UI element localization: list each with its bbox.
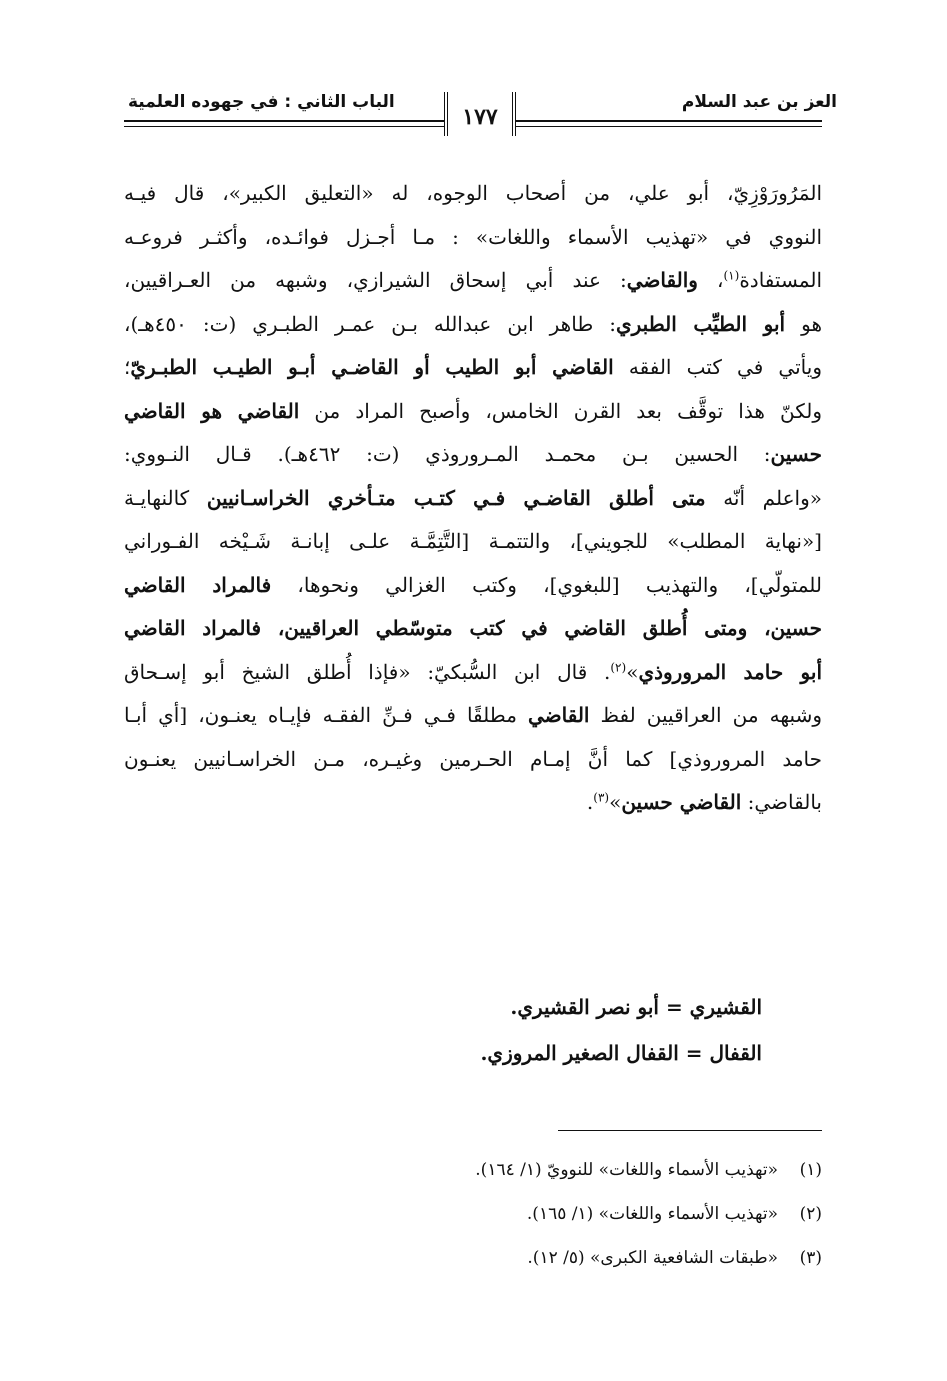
text-line	[124, 520, 822, 564]
text-run: للمتولّي]، والتهذيب [للبغوي]، وكتب الغزالي ونحوها،	[271, 572, 822, 597]
text-line	[124, 346, 822, 390]
bold-term: أبو الطيِّب الطبري	[615, 311, 786, 336]
footnote-ref: (٢)	[610, 659, 627, 674]
footnote	[182, 1148, 822, 1192]
text-line	[124, 738, 822, 782]
text-run: كالنهايـة	[124, 485, 207, 510]
text-line	[124, 259, 822, 303]
footnote	[182, 1192, 822, 1236]
definition-line: القشيري = أبو نصر القشيري.	[510, 995, 762, 1019]
text-run: »	[609, 790, 622, 814]
text-run: »	[626, 659, 639, 684]
text-run: ،	[697, 268, 724, 292]
footnote-separator	[558, 1130, 822, 1131]
text-line	[124, 303, 822, 347]
footnote	[182, 1236, 822, 1280]
text-run: : الحسين بـن محمـد المـروروذي (ت: ٤٦٢هـ). قـال النـووي:	[124, 442, 771, 466]
text-line	[124, 781, 822, 825]
text-run: النووي في «تهذيب الأسماء واللغات» : مـا أجـزل فوائـده، وأكثـر فروعـه	[124, 224, 822, 249]
footnote-number: (١)	[799, 1160, 822, 1180]
definition-line: القفال = القفال الصغير المروزي.	[480, 1041, 762, 1065]
text-line	[124, 433, 822, 477]
text-run: : عند أبي إسحاق الشيرازي، وشبهه من العـراقيين،	[124, 268, 627, 292]
footnote-text: «تهذيب الأسماء واللغات» (١/ ١٦٥).	[526, 1204, 778, 1224]
text-line	[124, 564, 822, 608]
text-line	[124, 694, 822, 738]
bold-term: حسين	[770, 442, 822, 466]
footnote-number: (٢)	[799, 1204, 822, 1224]
running-head-chapter: الباب الثاني : في جهوده العلمية	[128, 92, 395, 112]
text-line	[124, 390, 822, 434]
text-run: . قال ابن السُّبكيّ: «فإذا أُطلق الشيخ أبو إسـحاق	[124, 659, 611, 684]
text-run: مطلقًا فـي فـنِّ الفقـه فإيـاه يعنـون، [أي أبـا	[124, 703, 528, 727]
running-head-author: العز بن عبد السلام	[681, 92, 837, 112]
text-line	[124, 477, 822, 521]
text-run: [«نهاية المطلب» للجويني]، والتتمـة [التَّتِمَّـة علـى إبانـة شَـيْخه الفـوراني	[124, 529, 822, 553]
footnote-text: «طبقات الشافعية الكبرى» (٥/ ١٢).	[527, 1248, 778, 1268]
bold-term: حسين، ومتى أُطلق القاضي في كتب متوسّطي العراقيين، فالمراد القاضي	[124, 616, 822, 640]
bold-term: فالمراد القاضي	[124, 572, 272, 597]
text-run: هو	[785, 311, 822, 336]
text-line	[124, 651, 822, 695]
text-run: : طاهر ابن عبدالله بـن عمـر الطبـري (ت: ٤٥٠هـ)،	[124, 311, 616, 336]
page-number-frame	[444, 92, 516, 136]
text-run: المستفادة	[739, 268, 822, 292]
footnote-text: «تهذيب الأسماء واللغات» للنوويّ (١/ ١٦٤).	[475, 1160, 778, 1180]
footnote-number: (٣)	[799, 1248, 822, 1268]
footnote-ref: (١)	[723, 268, 740, 283]
text-run: بالقاضي:	[741, 790, 822, 814]
text-line	[124, 607, 822, 651]
bold-term: والقاضي	[626, 268, 698, 292]
text-run: .	[586, 790, 594, 814]
bold-term: متى أطلق القاضـي فـي كتـب متـأخري الخراسـانيين	[206, 485, 706, 510]
bold-term: القاضي أبو الطيب أو القاضـي أبـو الطيـب الطبـريّ	[130, 355, 614, 379]
bold-term: القاضي هو القاضي	[124, 398, 300, 423]
bold-term: القاضي حسين	[621, 790, 742, 814]
bold-term: أبو حامد المروروذي	[638, 659, 822, 684]
text-run: «واعلم أنّه	[705, 485, 822, 510]
text-run: حامد المروروذي] كما أنَّ إمـام الحـرمين وغيـره، مـن الخراسـانيين يعنـون	[124, 746, 822, 771]
text-run: المَرُورَوْزِيّ، أبو علي، من أصحاب الوجوه، له «التعليق الكبير»، قال فيـه	[124, 181, 822, 205]
text-line	[124, 172, 822, 216]
text-run: ؛	[124, 355, 131, 379]
bold-term: القاضي	[527, 703, 590, 727]
text-run: وشبهه من العراقيين لفظ	[589, 703, 822, 727]
text-run: ويأتي في كتب الفقه	[613, 355, 822, 379]
text-line	[124, 216, 822, 260]
page-number: ١٧٧	[462, 104, 498, 130]
footnote-ref: (٣)	[593, 790, 610, 805]
definitions	[202, 984, 762, 1076]
main-text	[124, 172, 822, 825]
text-run: ولكنّ هذا توقَّف بعد القرن الخامس، وأصبح المراد من	[299, 398, 822, 423]
footnotes	[182, 1148, 822, 1280]
